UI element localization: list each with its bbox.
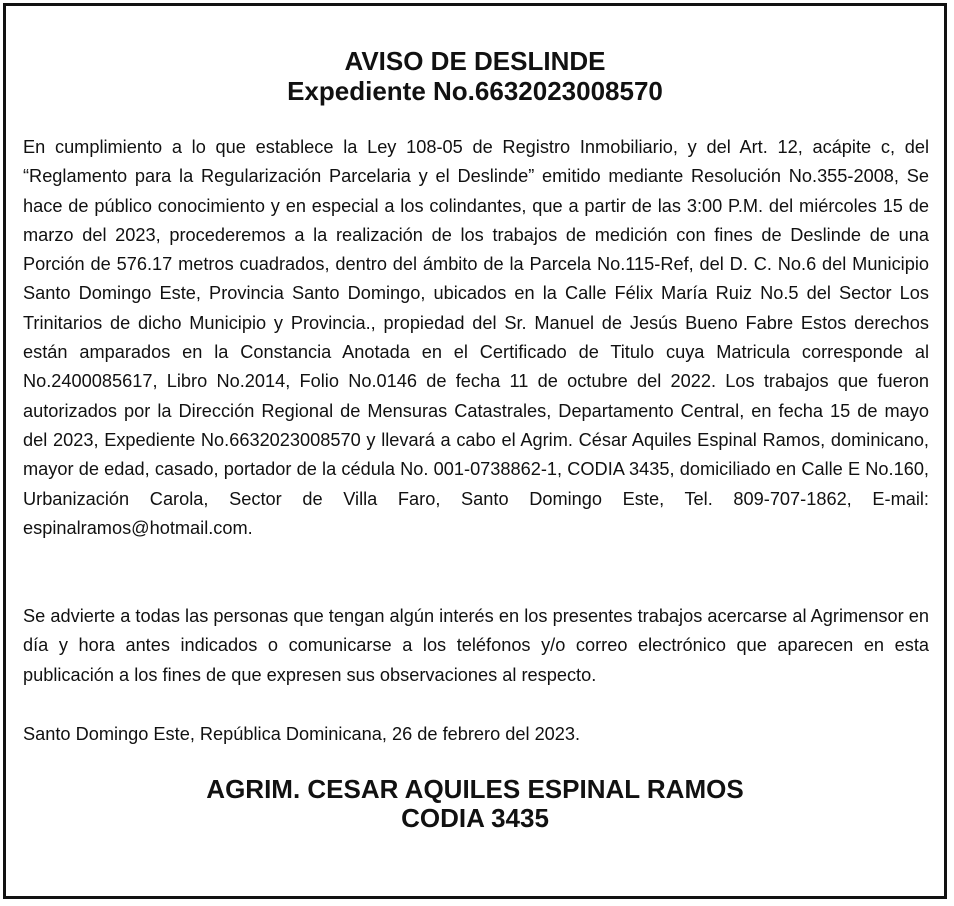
notice-advisory-paragraph: Se advierte a todas las personas que tengan algún interés en los presentes trabajos acercarse al Agrimensor en día y hora antes indicados o comunicarse a los teléfonos y/o correo electrónico que aparecen en esta publicación a los fines de que expresen sus observaciones al respecto. <box>23 606 929 685</box>
notice-frame <box>3 3 947 899</box>
notice-body-paragraph: En cumplimiento a lo que establece la Ley 108-05 de Registro Inmobiliario, y del Art. 12, acápite c, del “Reglamento para la Regularización Parcelaria y el Deslinde” emitido mediante Resolución No.355-2008, Se hace de público conocimiento y en especial a los colindantes, que a partir de las 3:00 P.M. del miércoles 15 de marzo del 2023, procederemos a la realización de los trabajos de medición con fines de Deslinde de una Porción de 576.17 metros cuadrados, dentro del ámbito de la Parcela No.115-Ref, del D. C. No.6 del Municipio Santo Domingo Este, Provincia Santo Domingo, ubicados en la Calle Félix María Ruiz No.5 del Sector Los Trinitarios de dicho Municipio y Provincia., propiedad del Sr. Manuel de Jesús Bueno Fabre Estos derechos están amparados en la Constancia Anotada en el Certificado de Titulo cuya Matricula corresponde al No.2400085617, Libro No.2014, Folio No.0146 de fecha 11 de octubre del 2022. Los trabajos que fueron autorizados por la Dirección Regional de Mensuras Catastrales, Departamento Central, en fecha 15 de mayo del 2023, Expediente No.6632023008570 y llevará a cabo el Agrim. César Aquiles Espinal Ramos, dominicano, mayor de edad, casado, portador de la cédula No. 001-0738862-1, CODIA 3435, domiciliado en Calle E No.160, Urbanización Carola, Sector de Villa Faro, Santo Domingo Este, Tel. 809-707-1862, E-mail: espinalramos@hotmail.com. <box>23 137 929 538</box>
notice-heading <box>6 46 944 106</box>
case-number: Expediente No.6632023008570 <box>287 76 663 106</box>
signer-name: AGRIM. CESAR AQUILES ESPINAL RAMOS <box>206 774 744 804</box>
notice-title: AVISO DE DESLINDE <box>344 46 606 76</box>
signer-codia: CODIA 3435 <box>401 803 549 833</box>
place-and-date: Santo Domingo Este, República Dominicana, 26 de febrero del 2023. <box>23 724 581 744</box>
signature-block <box>6 775 944 833</box>
